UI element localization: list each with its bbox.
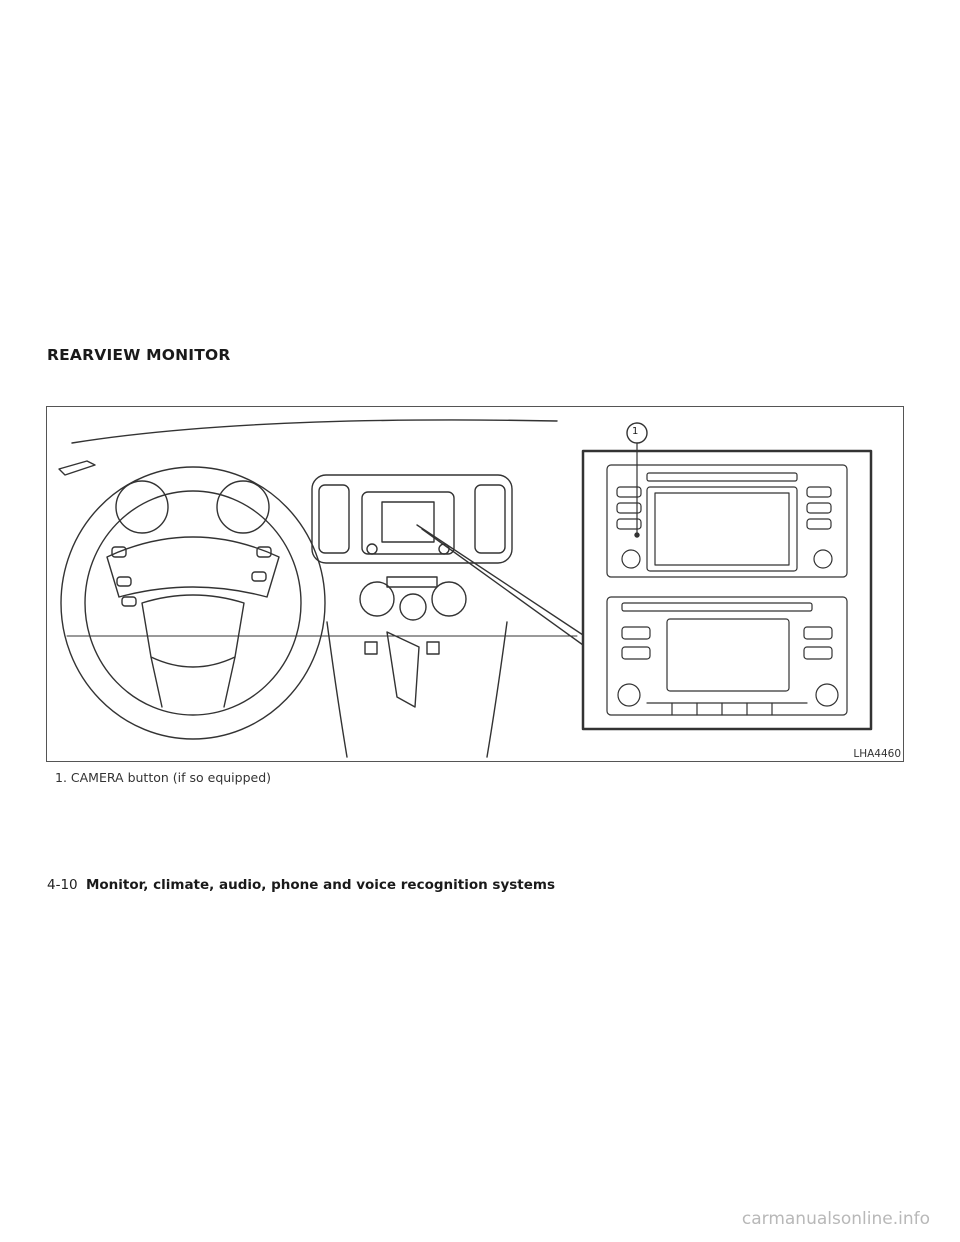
page-number: 4-10: [47, 877, 78, 893]
right-center-vent-icon: [475, 485, 505, 553]
steering-wheel: [61, 467, 325, 739]
left-center-vent-icon: [319, 485, 349, 553]
watermark: carmanualsonline.info: [741, 1209, 930, 1229]
callout-number-label: 1: [632, 426, 639, 437]
left-vent-icon: [59, 461, 95, 475]
audio-unit-b: [607, 597, 847, 715]
page-footer: [47, 877, 555, 893]
dashboard-illustration: [46, 406, 904, 762]
chapter-title: Monitor, climate, audio, phone and voice recognition systems: [85, 877, 556, 893]
leader-line: [422, 529, 583, 645]
figure-code: LHA4460: [853, 748, 901, 760]
leader-line: [417, 525, 583, 635]
center-console: [312, 475, 512, 757]
shifter-icon: [387, 632, 419, 707]
climate-knob-icon: [400, 594, 426, 620]
audio-unit-a: [607, 465, 847, 577]
figure-caption: 1. CAMERA button (if so equipped): [55, 770, 272, 785]
section-title: REARVIEW MONITOR: [47, 346, 231, 364]
dashboard-top-line: [72, 420, 557, 443]
zoom-box: [583, 451, 871, 729]
